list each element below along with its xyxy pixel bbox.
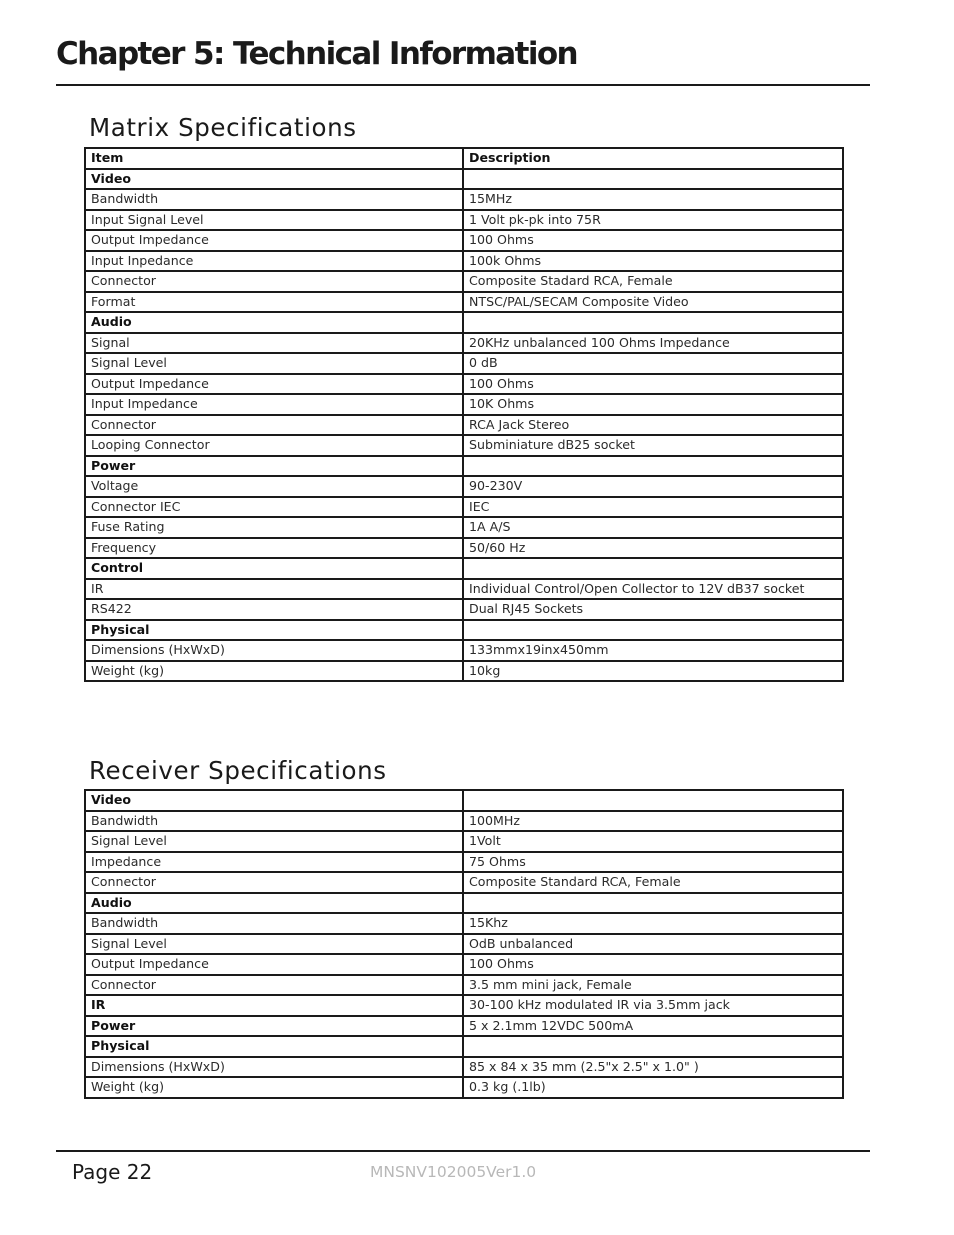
item-cell: Voltage <box>85 476 463 497</box>
group-label: Power <box>85 1016 463 1037</box>
table-row <box>85 954 843 975</box>
group-header-row <box>85 558 843 579</box>
description-cell: 15Khz <box>463 913 843 934</box>
table-row <box>85 435 843 456</box>
description-cell <box>463 169 843 190</box>
table-row <box>85 251 843 272</box>
description-cell: Composite Standard RCA, Female <box>463 872 843 893</box>
item-cell: Dimensions (HxWxD) <box>85 1057 463 1078</box>
group-label: Audio <box>85 893 463 914</box>
description-cell: 75 Ohms <box>463 852 843 873</box>
table-row <box>85 333 843 354</box>
group-header-row <box>85 456 843 477</box>
table-row <box>85 353 843 374</box>
table-row <box>85 538 843 559</box>
description-cell: IEC <box>463 497 843 518</box>
description-cell: 10kg <box>463 661 843 682</box>
item-cell: Bandwidth <box>85 811 463 832</box>
description-cell: Dual RJ45 Sockets <box>463 599 843 620</box>
item-cell: Fuse Rating <box>85 517 463 538</box>
item-cell: Output Impedance <box>85 954 463 975</box>
description-cell: Individual Control/Open Collector to 12V dB37 socket <box>463 579 843 600</box>
group-header-row <box>85 312 843 333</box>
item-cell: RS422 <box>85 599 463 620</box>
group-label: Control <box>85 558 463 579</box>
description-cell: 5 x 2.1mm 12VDC 500mA <box>463 1016 843 1037</box>
description-cell <box>463 558 843 579</box>
footer-rule <box>56 1150 870 1152</box>
item-cell: Bandwidth <box>85 913 463 934</box>
description-cell: 1 Volt pk-pk into 75R <box>463 210 843 231</box>
table-row <box>85 1057 843 1078</box>
receiver-specifications-table <box>84 789 844 1099</box>
description-cell: 3.5 mm mini jack, Female <box>463 975 843 996</box>
item-cell: Signal Level <box>85 831 463 852</box>
table-row <box>85 831 843 852</box>
description-cell <box>463 620 843 641</box>
item-cell: Frequency <box>85 538 463 559</box>
item-cell: Input Signal Level <box>85 210 463 231</box>
group-label: Power <box>85 456 463 477</box>
table-row <box>85 292 843 313</box>
table-row <box>85 975 843 996</box>
table-row <box>85 517 843 538</box>
column-header-description: Description <box>463 148 843 169</box>
item-cell: Input Inpedance <box>85 251 463 272</box>
receiver-specifications-title: Receiver Specifications <box>89 756 387 785</box>
table-row <box>85 599 843 620</box>
matrix-specifications-table <box>84 147 844 682</box>
description-cell <box>463 312 843 333</box>
table-header-row <box>85 148 843 169</box>
item-cell: Looping Connector <box>85 435 463 456</box>
description-cell: RCA Jack Stereo <box>463 415 843 436</box>
description-cell: 85 x 84 x 35 mm (2.5"x 2.5" x 1.0" ) <box>463 1057 843 1078</box>
table-row <box>85 1077 843 1098</box>
table-row <box>85 811 843 832</box>
item-cell: Connector <box>85 872 463 893</box>
description-cell: 30-100 kHz modulated IR via 3.5mm jack <box>463 995 843 1016</box>
header-rule <box>56 84 870 86</box>
item-cell: Input Impedance <box>85 394 463 415</box>
item-cell: Dimensions (HxWxD) <box>85 640 463 661</box>
table-row <box>85 661 843 682</box>
group-header-row <box>85 620 843 641</box>
group-header-row <box>85 790 843 811</box>
description-cell: 90-230V <box>463 476 843 497</box>
group-header-row <box>85 1016 843 1037</box>
description-cell <box>463 893 843 914</box>
item-cell: Weight (kg) <box>85 661 463 682</box>
table-row <box>85 579 843 600</box>
item-cell: Bandwidth <box>85 189 463 210</box>
description-cell: 100 Ohms <box>463 374 843 395</box>
group-header-row <box>85 893 843 914</box>
item-cell: Connector <box>85 271 463 292</box>
item-cell: Impedance <box>85 852 463 873</box>
description-cell: NTSC/PAL/SECAM Composite Video <box>463 292 843 313</box>
description-cell: Subminiature dB25 socket <box>463 435 843 456</box>
description-cell: 10K Ohms <box>463 394 843 415</box>
item-cell: Connector <box>85 415 463 436</box>
document-code: MNSNV102005Ver1.0 <box>370 1163 537 1181</box>
description-cell: 15MHz <box>463 189 843 210</box>
group-label: IR <box>85 995 463 1016</box>
description-cell: 133mmx19inx450mm <box>463 640 843 661</box>
description-cell <box>463 1036 843 1057</box>
table-row <box>85 210 843 231</box>
matrix-specifications-title: Matrix Specifications <box>89 113 357 142</box>
group-header-row <box>85 1036 843 1057</box>
page-number: Page 22 <box>72 1160 153 1184</box>
item-cell: Output Impedance <box>85 230 463 251</box>
table-row <box>85 271 843 292</box>
group-label: Audio <box>85 312 463 333</box>
description-cell: 100 Ohms <box>463 230 843 251</box>
table-row <box>85 852 843 873</box>
table-row <box>85 189 843 210</box>
description-cell <box>463 790 843 811</box>
table-row <box>85 934 843 955</box>
table-row <box>85 374 843 395</box>
description-cell: 100 Ohms <box>463 954 843 975</box>
item-cell: Signal <box>85 333 463 354</box>
group-label: Physical <box>85 1036 463 1057</box>
table-row <box>85 476 843 497</box>
chapter-title: Chapter 5: Technical Information <box>56 36 578 72</box>
item-cell: Signal Level <box>85 934 463 955</box>
table-row <box>85 497 843 518</box>
description-cell: 1Volt <box>463 831 843 852</box>
item-cell: Signal Level <box>85 353 463 374</box>
table-row <box>85 230 843 251</box>
group-label: Physical <box>85 620 463 641</box>
description-cell: 100k Ohms <box>463 251 843 272</box>
item-cell: IR <box>85 579 463 600</box>
group-label: Video <box>85 790 463 811</box>
item-cell: Format <box>85 292 463 313</box>
table-row <box>85 394 843 415</box>
item-cell: Connector IEC <box>85 497 463 518</box>
description-cell: 20KHz unbalanced 100 Ohms Impedance <box>463 333 843 354</box>
item-cell: Output Impedance <box>85 374 463 395</box>
description-cell: Composite Stadard RCA, Female <box>463 271 843 292</box>
description-cell: 100MHz <box>463 811 843 832</box>
group-header-row <box>85 995 843 1016</box>
table-row <box>85 415 843 436</box>
description-cell: 1A A/S <box>463 517 843 538</box>
group-header-row <box>85 169 843 190</box>
table-row <box>85 640 843 661</box>
table-row <box>85 913 843 934</box>
description-cell: 50/60 Hz <box>463 538 843 559</box>
group-label: Video <box>85 169 463 190</box>
description-cell: OdB unbalanced <box>463 934 843 955</box>
item-cell: Connector <box>85 975 463 996</box>
description-cell: 0.3 kg (.1lb) <box>463 1077 843 1098</box>
table-row <box>85 872 843 893</box>
column-header-item: Item <box>85 148 463 169</box>
description-cell: 0 dB <box>463 353 843 374</box>
item-cell: Weight (kg) <box>85 1077 463 1098</box>
description-cell <box>463 456 843 477</box>
